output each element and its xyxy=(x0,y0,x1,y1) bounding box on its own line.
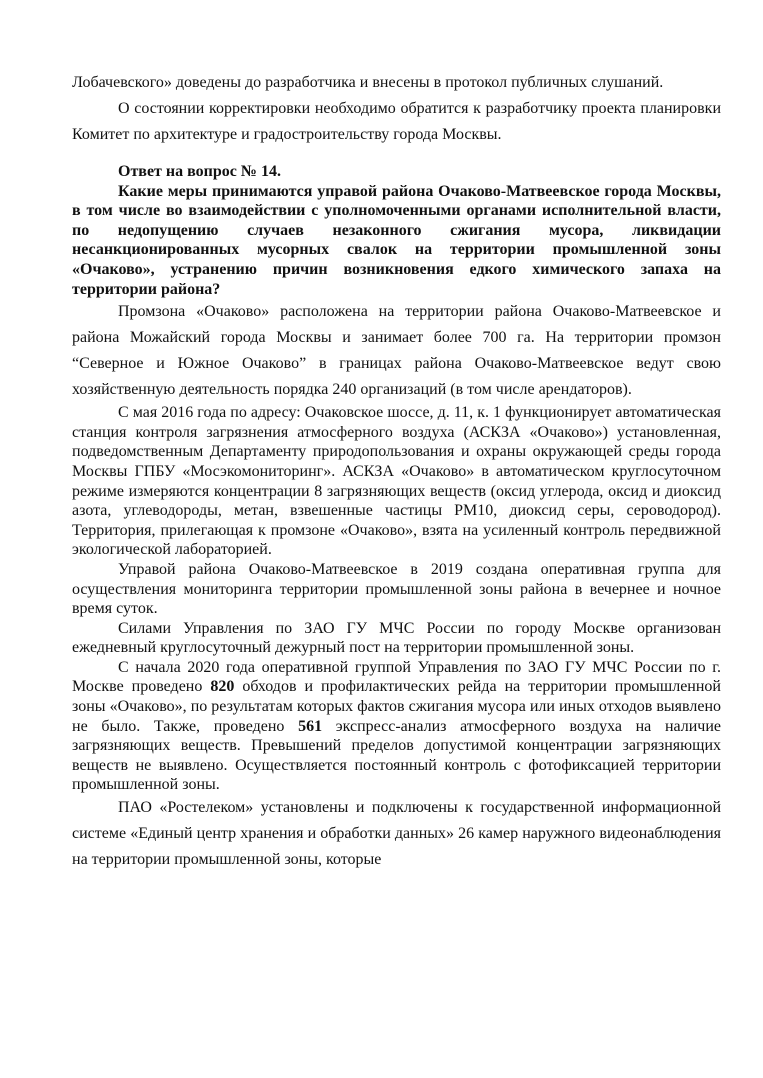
inspections-text-a: С начала 2020 года оперативной группой Управления по ЗАО ГУ МЧС России по г. Москве проведено xyxy=(72,658,721,696)
inspections-text-e: экспресс-анализ атмосферного воздуха на наличие загрязняющих веществ. Превышений пределов допустимой концентрации загрязняющих веществ не выявлено. Осуществляется постоянный контроль с фотофиксацией территории промышленной зоны. xyxy=(72,717,721,794)
paragraph-promzona: Промзона «Очаково» расположена на территории района Очаково-Матвеевское и района Можайский города Москвы и занимает более 700 га. На территории промзон “Северное и Южное Очаково” в границах района Очаково-Матвеевское ведут свою хозяйственную деятельность порядка 240 организаций (в том числе арендаторов). xyxy=(72,303,721,399)
paragraph-rostelecom: ПАО «Ростелеком» установлены и подключены к государственной информационной системе «Единый центр хранения и обработки данных» 26 камер наружного видеонаблюдения на территории промышленной зоны, которые xyxy=(72,799,721,869)
answer-heading: Ответ на вопрос № 14. xyxy=(118,163,281,180)
paragraph-mchs-post: Силами Управления по ЗАО ГУ МЧС России по городу Москве организован ежедневный круглосуточный дежурный пост на территории промышленной зоны. xyxy=(72,619,721,657)
paragraph-correction-status: О состоянии корректировки необходимо обратится к разработчику проекта планировки Комитет по архитектуре и градостроительству города Москвы. xyxy=(72,100,721,143)
paragraph-inspections xyxy=(72,658,721,795)
paragraph-operative-group: Управой района Очаково-Матвеевское в 2019 создана оперативная группа для осуществления мониторинга территории промышленной зоны района в вечернее и ночное время суток. xyxy=(72,560,721,618)
paragraph-continuation: Лобачевского» доведены до разработчика и внесены в протокол публичных слушаний. xyxy=(72,74,664,91)
paragraph-askza: С мая 2016 года по адресу: Очаковское шоссе, д. 11, к. 1 функционирует автоматическая станция контроля загрязнения атмосферного воздуха (АСКЗА «Очаково») установленная, подведомственным Департаменту природопользования и охраны окружающей среды города Москвы ГПБУ «Мосэкомониторинг». АСКЗА «Очаково» в автоматическом круглосуточном режиме измеряются концентрации 8 загрязняющих веществ (оксид углерода, оксид и диоксид азота, углеводороды, метан, взвешенные частицы РМ10, диоксид серы, сероводород). Территория, прилегающая к промзоне «Очаково», взята на усиленный контроль передвижной экологической лабораторией. xyxy=(72,404,721,559)
inspections-text-c: обходов и профилактических рейда на территории промышленной зоны «Очаково», по результатам которых фактов сжигания мусора или иных отходов выявлено не было. Также, проведено xyxy=(72,678,721,735)
question-text: Какие меры принимаются управой района Очаково-Матвеевское города Москвы, в том числе во взаимодействии с уполномоченными органами исполнительной власти, по недопущению случаев незаконного сжигания мусора, ликвидации несанкционированных мусорных свалок на территории промышленной зоны «Очаково», устранению причин возникновения едкого химического запаха на территории района? xyxy=(72,182,721,298)
inspections-count: 820 xyxy=(210,678,235,696)
spacer xyxy=(72,148,721,162)
analysis-count: 561 xyxy=(298,717,323,735)
